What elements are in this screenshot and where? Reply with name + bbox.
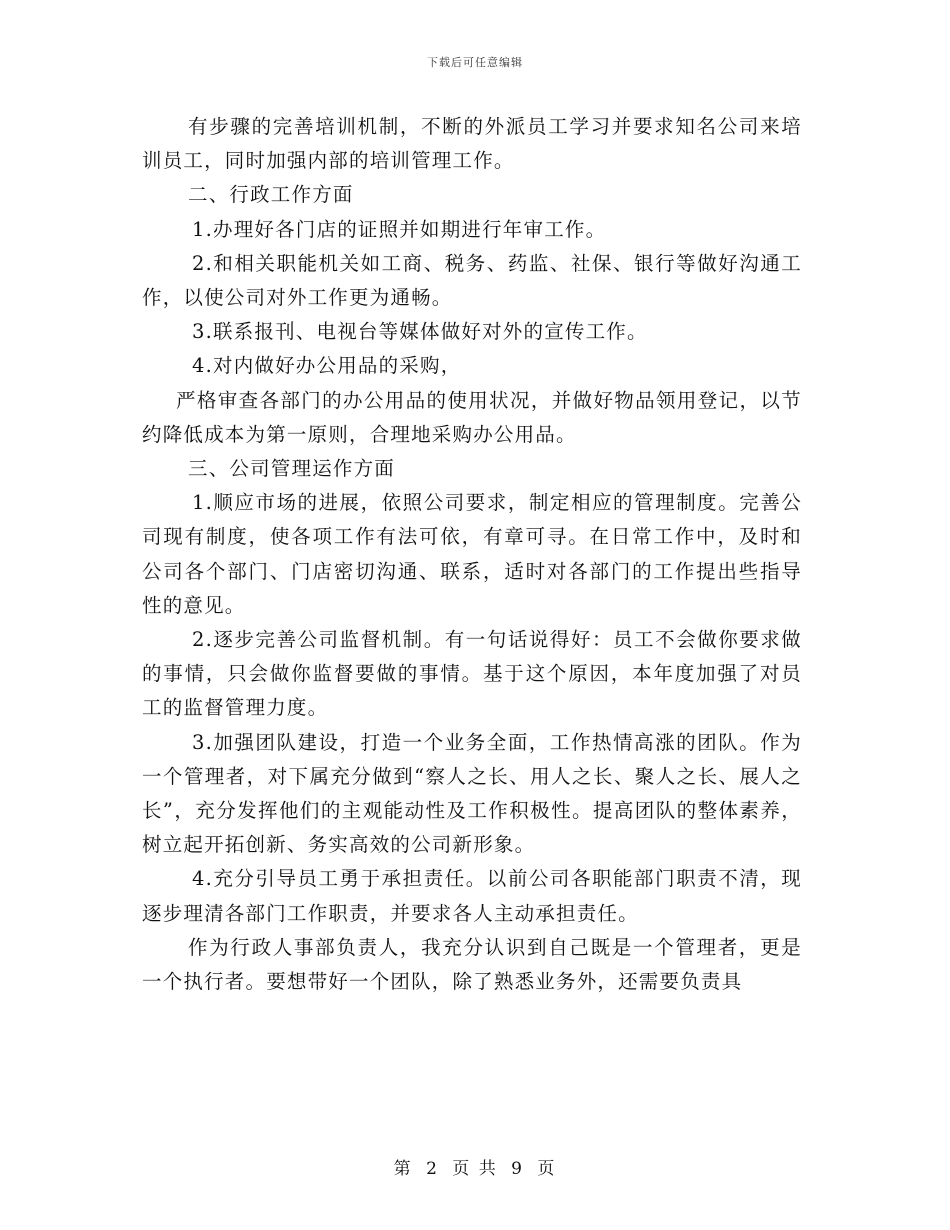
paragraph-admin-2: 2.和相关职能机关如工商、税务、药监、社保、银行等做好沟通工作，以使公司对外工作更为通畅。 [142,251,802,310]
paragraph-admin-1: 1.办理好各门店的证照并如期进行年审工作。 [192,217,607,241]
page-footer [0,1154,950,1179]
footer-page-number: 2 [426,1159,439,1179]
section-heading-management: 三、公司管理运作方面 [188,457,396,481]
paragraph-admin-4-detail: 严格审查各部门的办公用品的使用状况，并做好物品领用登记，以节约降低成本为第一原则，合理地采购办公用品。 [142,388,802,446]
paragraph-management-4: 4.充分引导员工勇于承担责任。以前公司各职能部门职责不清，现逐步理清各部门工作职责，并要求各人主动承担责任。 [142,867,802,925]
paragraph-management-3: 3.加强团队建设，打造一个业务全面，工作热情高涨的团队。作为一个管理者，对下属充分做到“察人之长、用人之长、聚人之长、展人之长”，充分发挥他们的主观能动性及工作积极性。提高团队的整体素养，树立起开拓创新、务实高效的公司新形象。 [142,730,802,857]
footer-total-pages: 9 [511,1159,524,1179]
paragraph-management-1: 1.顺应市场的进展，依照公司要求，制定相应的管理制度。完善公司现有制度，使各项工作有法可依，有章可寻。在日常工作中，及时和公司各个部门、门店密切沟通、联系，适时对各部门的工作提出些指导性的意见。 [142,491,802,617]
footer-suffix: 页 [537,1159,557,1179]
page-header-note: 下载后可任意编辑 [427,56,523,69]
paragraph-admin-3: 3.联系报刊、电视台等媒体做好对外的宣传工作。 [192,320,648,344]
document-body [142,110,802,999]
paragraph-admin-4: 4.对内做好办公用品的采购， [192,354,462,378]
footer-prefix: 第 [393,1159,413,1179]
paragraph-training: 有步骤的完善培训机制，不断的外派员工学习并要求知名公司来培训员工，同时加强内部的培训管理工作。 [142,115,802,173]
paragraph-management-2: 2.逐步完善公司监督机制。有一句话说得好：员工不会做你要求做的事情，只会做你监督要做的事情。基于这个原因，本年度加强了对员工的监督管理力度。 [142,628,802,720]
paragraph-responsibility: 作为行政人事部负责人，我充分认识到自己既是一个管理者，更是一个执行者。要想带好一个团队，除了熟悉业务外，还需要负责具 [142,935,802,994]
section-heading-admin: 二、行政工作方面 [188,183,354,207]
footer-middle: 页 共 [452,1159,498,1179]
